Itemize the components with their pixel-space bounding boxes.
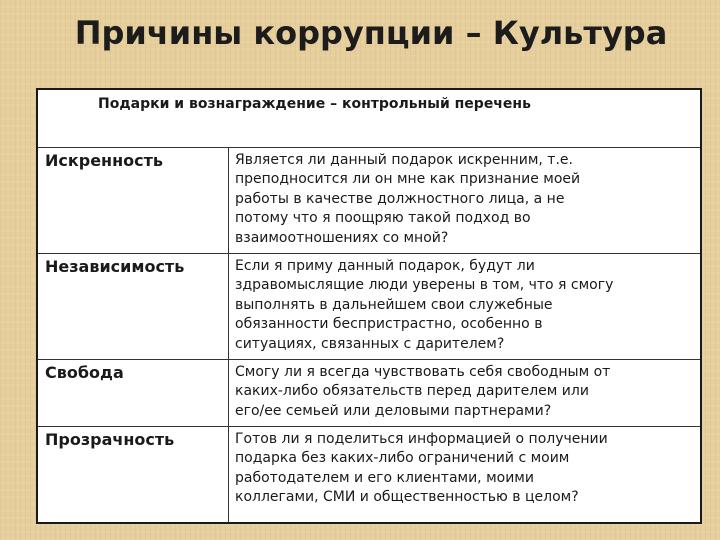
description-line: выполнять в дальнейшем свои служебные [235,296,553,313]
description-line: взаимоотношениях со мной? [235,229,449,246]
row-term: Независимость [45,257,185,276]
table-row-transparency [38,427,700,522]
description-line: преподносится ли он мне как признание моей [235,171,581,188]
row-term: Прозрачность [45,430,175,449]
description-line: ситуациях, связанных с дарителем? [235,335,505,352]
description-line: Смогу ли я всегда чувствовать себя свободным от [235,364,611,380]
description-line: Готов ли я поделиться информацией о получении [235,431,608,447]
row-description [235,363,695,421]
row-description [235,257,695,354]
table-header [38,90,700,148]
checklist-table [36,88,702,524]
table-row-freedom [38,360,700,427]
row-term: Свобода [45,363,124,382]
description-line: работодателем и его клиентами, моими [235,469,534,486]
description-line: Является ли данный подарок искренним, т.е. [235,152,573,168]
description-line: каких-либо обязательств перед дарителем или [235,383,589,400]
description-line: подарка без каких-либо ограничений с моим [235,450,570,467]
table-row-sincerity [38,148,700,254]
description-line: здравомыслящие люди уверены в том, что я смогу [235,277,614,294]
table-header-text: Подарки и вознаграждение – контрольный перечень [98,96,531,112]
row-description [235,430,695,508]
description-line: потому что я поощряю такой подход во [235,210,531,227]
description-line: Если я приму данный подарок, будут ли [235,258,535,274]
description-line: его/ее семьей или деловыми партнерами? [235,402,552,419]
description-line: обязанности беспристрастно, особенно в [235,316,543,333]
description-line: работы в качестве должностного лица, а не [235,190,565,207]
table-row-independence [38,254,700,360]
row-term: Искренность [45,151,164,170]
description-line: коллегами, СМИ и общественностью в целом? [235,489,579,506]
slide-title: Причины коррупции – Культура [74,14,668,52]
row-description [235,151,695,248]
